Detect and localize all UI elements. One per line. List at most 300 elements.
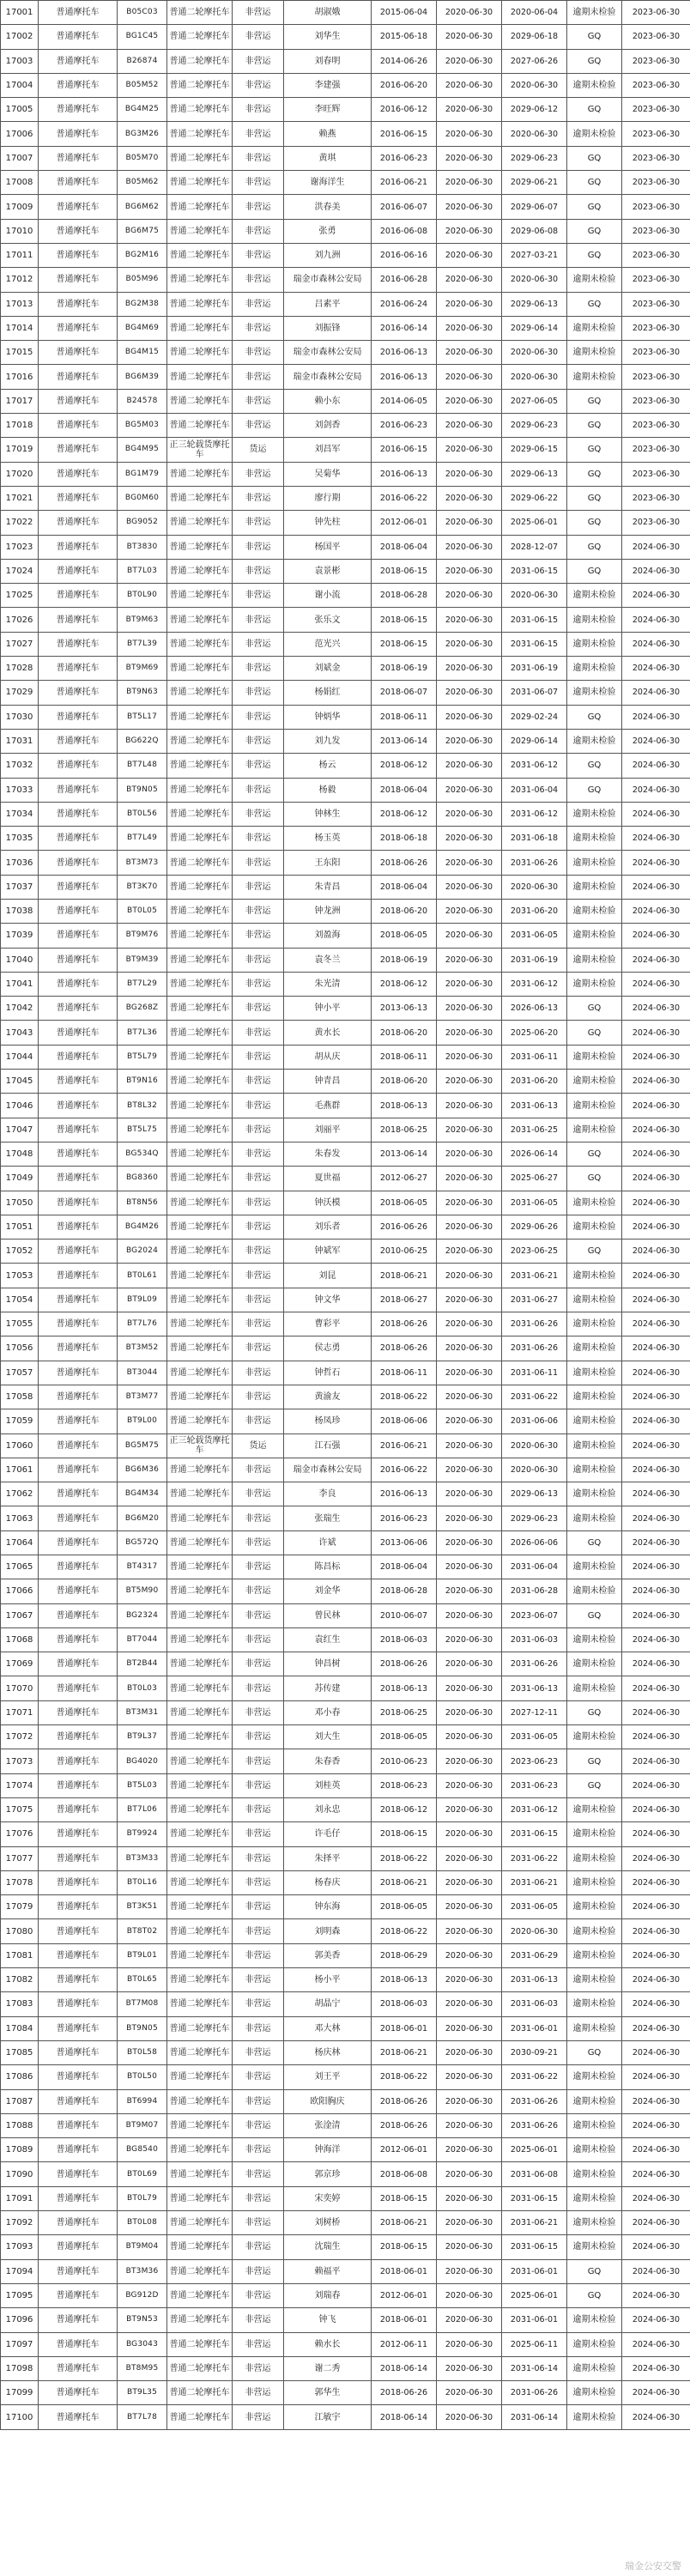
- cell-inspection-valid-until: 2020-06-30: [437, 1021, 502, 1045]
- cell-vehicle-type: 普通二轮摩托车: [167, 1797, 233, 1821]
- cell-vehicle-type: 普通二轮摩托车: [167, 1555, 233, 1579]
- cell-serial: 17044: [1, 1045, 39, 1069]
- cell-registered-date: 2018-06-26: [372, 2089, 437, 2113]
- cell-plate: BG622Q: [118, 729, 167, 753]
- cell-registered-date: 2018-06-15: [372, 559, 437, 583]
- cell-next-inspection: 2024-06-30: [622, 2162, 690, 2186]
- table-row: [1, 2186, 690, 2210]
- cell-inspection-valid-until: 2020-06-30: [437, 511, 502, 535]
- cell-registered-date: 2018-06-01: [372, 2308, 437, 2332]
- cell-inspection-valid-until: 2020-06-30: [437, 1288, 502, 1312]
- cell-plate: BT9N05: [118, 778, 167, 802]
- cell-registered-date: 2018-06-21: [372, 2040, 437, 2064]
- cell-plate: BT0L58: [118, 2040, 167, 2064]
- cell-registered-date: 2016-06-16: [372, 243, 437, 267]
- cell-use-nature: 非营运: [233, 1167, 284, 1191]
- cell-serial: 17001: [1, 1, 39, 25]
- cell-owner: 范光兴: [284, 632, 372, 656]
- cell-plate: BT3M33: [118, 1846, 167, 1870]
- cell-next-inspection: 2024-06-30: [622, 1555, 690, 1579]
- cell-serial: 17048: [1, 1142, 39, 1166]
- cell-inspection-valid-until: 2020-06-30: [437, 1506, 502, 1530]
- cell-inspection-valid-until: 2020-06-30: [437, 2089, 502, 2113]
- cell-registered-date: 2016-06-28: [372, 268, 437, 292]
- cell-vehicle-class: 普通摩托车: [39, 584, 118, 608]
- cell-inspection-valid-until: 2020-06-30: [437, 1167, 502, 1191]
- cell-scrap-date: 2031-06-26: [502, 2113, 567, 2137]
- cell-scrap-date: 2025-06-01: [502, 2283, 567, 2307]
- cell-use-nature: 非营运: [233, 2381, 284, 2405]
- cell-vehicle-class: 普通摩托车: [39, 2162, 118, 2186]
- table-row: [1, 1094, 690, 1118]
- cell-registered-date: 2018-06-20: [372, 899, 437, 923]
- cell-scrap-date: 2023-06-07: [502, 1603, 567, 1627]
- cell-vehicle-type: 普通二轮摩托车: [167, 632, 233, 656]
- cell-scrap-date: 2030-09-21: [502, 2040, 567, 2064]
- cell-owner: 郭美香: [284, 1943, 372, 1967]
- cell-serial: 17003: [1, 49, 39, 73]
- cell-serial: 17013: [1, 292, 39, 316]
- cell-vehicle-class: 普通摩托车: [39, 2138, 118, 2162]
- cell-plate: BG4M69: [118, 316, 167, 340]
- cell-vehicle-type: 普通二轮摩托车: [167, 1870, 233, 1894]
- cell-vehicle-type: 普通二轮摩托车: [167, 1094, 233, 1118]
- cell-registered-date: 2018-06-01: [372, 2259, 437, 2283]
- cell-serial: 17075: [1, 1797, 39, 1821]
- cell-vehicle-type: 普通二轮摩托车: [167, 365, 233, 389]
- cell-use-nature: 非营运: [233, 73, 284, 97]
- cell-vehicle-type: 普通二轮摩托车: [167, 1361, 233, 1385]
- cell-registered-date: 2018-06-26: [372, 1336, 437, 1361]
- cell-use-nature: 非营运: [233, 1700, 284, 1724]
- cell-serial: 17029: [1, 681, 39, 705]
- cell-next-inspection: 2023-06-30: [622, 268, 690, 292]
- cell-scrap-date: 2031-06-21: [502, 2211, 567, 2235]
- cell-registered-date: 2018-06-07: [372, 681, 437, 705]
- cell-plate: BT7L29: [118, 972, 167, 996]
- table-row: [1, 1361, 690, 1385]
- cell-serial: 17067: [1, 1603, 39, 1627]
- cell-plate: BG4M25: [118, 98, 167, 122]
- cell-scrap-date: 2031-06-04: [502, 1555, 567, 1579]
- cell-vehicle-class: 普通摩托车: [39, 2405, 118, 2429]
- cell-serial: 17065: [1, 1555, 39, 1579]
- cell-serial: 17061: [1, 1458, 39, 1482]
- cell-vehicle-class: 普通摩托车: [39, 1167, 118, 1191]
- cell-registered-date: 2018-06-05: [372, 1725, 437, 1749]
- cell-vehicle-class: 普通摩托车: [39, 754, 118, 778]
- cell-registered-date: 2018-06-22: [372, 1385, 437, 1409]
- cell-use-nature: 非营运: [233, 632, 284, 656]
- cell-next-inspection: 2024-06-30: [622, 997, 690, 1021]
- cell-next-inspection: 2023-06-30: [622, 171, 690, 195]
- cell-registered-date: 2016-06-08: [372, 219, 437, 243]
- cell-plate: BT0L16: [118, 1870, 167, 1894]
- cell-scrap-date: 2031-06-14: [502, 2356, 567, 2380]
- cell-vehicle-class: 普通摩托车: [39, 1700, 118, 1724]
- cell-inspection-valid-until: 2020-06-30: [437, 1070, 502, 1094]
- table-row: [1, 2040, 690, 2064]
- cell-serial: 17042: [1, 997, 39, 1021]
- cell-next-inspection: 2024-06-30: [622, 1579, 690, 1603]
- cell-next-inspection: 2024-06-30: [622, 1094, 690, 1118]
- cell-vehicle-class: 普通摩托车: [39, 146, 118, 170]
- cell-next-inspection: 2024-06-30: [622, 1652, 690, 1676]
- cell-plate: BT9N53: [118, 2308, 167, 2332]
- cell-use-nature: 非营运: [233, 1797, 284, 1821]
- cell-vehicle-class: 普通摩托车: [39, 1361, 118, 1385]
- cell-vehicle-class: 普通摩托车: [39, 2308, 118, 2332]
- cell-use-nature: 非营运: [233, 316, 284, 340]
- table-row: [1, 195, 690, 219]
- cell-plate: BG5M03: [118, 414, 167, 438]
- cell-plate: BG4M95: [118, 438, 167, 462]
- cell-status: 逾期未检验: [567, 1846, 622, 1870]
- cell-vehicle-type: 普通二轮摩托车: [167, 219, 233, 243]
- cell-vehicle-class: 普通摩托车: [39, 268, 118, 292]
- cell-owner: 刘大生: [284, 1725, 372, 1749]
- cell-registered-date: 2016-06-24: [372, 292, 437, 316]
- cell-status: 逾期未检验: [567, 948, 622, 972]
- cell-vehicle-type: 普通二轮摩托车: [167, 1603, 233, 1627]
- cell-plate: B24578: [118, 389, 167, 413]
- cell-owner: 刘昌军: [284, 438, 372, 462]
- table-row: [1, 1652, 690, 1676]
- cell-status: GQ: [567, 146, 622, 170]
- cell-inspection-valid-until: 2020-06-30: [437, 146, 502, 170]
- cell-owner: 谢小流: [284, 584, 372, 608]
- table-row: [1, 316, 690, 340]
- cell-serial: 17086: [1, 2065, 39, 2089]
- cell-plate: BG2M38: [118, 292, 167, 316]
- cell-vehicle-type: 普通二轮摩托车: [167, 535, 233, 559]
- cell-plate: BT4317: [118, 1555, 167, 1579]
- cell-serial: 17084: [1, 2016, 39, 2040]
- cell-registered-date: 2018-06-14: [372, 2356, 437, 2380]
- cell-vehicle-class: 普通摩托车: [39, 1895, 118, 1919]
- cell-plate: BG6M39: [118, 365, 167, 389]
- cell-serial: 17066: [1, 1579, 39, 1603]
- cell-registered-date: 2015-06-18: [372, 25, 437, 49]
- cell-inspection-valid-until: 2020-06-30: [437, 1676, 502, 1700]
- cell-next-inspection: 2023-06-30: [622, 243, 690, 267]
- cell-inspection-valid-until: 2020-06-30: [437, 1603, 502, 1627]
- cell-serial: 17032: [1, 754, 39, 778]
- cell-serial: 17080: [1, 1919, 39, 1943]
- cell-owner: 钟林生: [284, 802, 372, 826]
- cell-use-nature: 非营运: [233, 98, 284, 122]
- cell-registered-date: 2018-06-15: [372, 608, 437, 632]
- cell-inspection-valid-until: 2020-06-30: [437, 2235, 502, 2259]
- cell-plate: BG534Q: [118, 1142, 167, 1166]
- cell-inspection-valid-until: 2020-06-30: [437, 729, 502, 753]
- cell-scrap-date: 2029-06-23: [502, 1506, 567, 1530]
- cell-registered-date: 2018-06-14: [372, 2405, 437, 2429]
- table-row: [1, 1627, 690, 1652]
- cell-plate: B05C03: [118, 1, 167, 25]
- cell-serial: 17017: [1, 389, 39, 413]
- cell-scrap-date: 2031-06-05: [502, 1725, 567, 1749]
- cell-serial: 17094: [1, 2259, 39, 2283]
- cell-vehicle-type: 普通二轮摩托车: [167, 2162, 233, 2186]
- table-row: [1, 2211, 690, 2235]
- table-row: [1, 1676, 690, 1700]
- table-row: [1, 1, 690, 25]
- cell-vehicle-class: 普通摩托车: [39, 1312, 118, 1336]
- cell-owner: 夏世福: [284, 1167, 372, 1191]
- cell-next-inspection: 2024-06-30: [622, 1361, 690, 1385]
- cell-next-inspection: 2024-06-30: [622, 2211, 690, 2235]
- cell-owner: 钟昌树: [284, 1652, 372, 1676]
- cell-owner: 杨庆林: [284, 2040, 372, 2064]
- cell-inspection-valid-until: 2020-06-30: [437, 1652, 502, 1676]
- table-row: [1, 1433, 690, 1458]
- cell-owner: 瑞金市森林公安局: [284, 365, 372, 389]
- cell-serial: 17100: [1, 2405, 39, 2429]
- cell-plate: BT7L03: [118, 559, 167, 583]
- cell-status: 逾期未检验: [567, 1627, 622, 1652]
- cell-registered-date: 2018-06-03: [372, 1992, 437, 2016]
- cell-vehicle-class: 普通摩托车: [39, 243, 118, 267]
- cell-use-nature: 非营运: [233, 827, 284, 851]
- table-row: [1, 98, 690, 122]
- cell-plate: BG4M34: [118, 1482, 167, 1506]
- cell-vehicle-type: 普通二轮摩托车: [167, 2259, 233, 2283]
- cell-status: GQ: [567, 2040, 622, 2064]
- table-row: [1, 802, 690, 826]
- cell-serial: 17076: [1, 1822, 39, 1846]
- cell-use-nature: 非营运: [233, 1482, 284, 1506]
- table-row: [1, 899, 690, 923]
- table-row: [1, 486, 690, 510]
- cell-serial: 17083: [1, 1992, 39, 2016]
- cell-vehicle-class: 普通摩托车: [39, 1579, 118, 1603]
- cell-scrap-date: 2031-06-04: [502, 778, 567, 802]
- cell-inspection-valid-until: 2020-06-30: [437, 1870, 502, 1894]
- cell-status: 逾期未检验: [567, 1506, 622, 1530]
- cell-next-inspection: 2024-06-30: [622, 632, 690, 656]
- cell-use-nature: 非营运: [233, 851, 284, 875]
- cell-vehicle-class: 普通摩托车: [39, 681, 118, 705]
- cell-next-inspection: 2024-06-30: [622, 851, 690, 875]
- cell-status: 逾期未检验: [567, 1652, 622, 1676]
- cell-vehicle-class: 普通摩托车: [39, 2211, 118, 2235]
- cell-owner: 刘丽平: [284, 1118, 372, 1142]
- table-row: [1, 1992, 690, 2016]
- cell-inspection-valid-until: 2020-06-30: [437, 1215, 502, 1239]
- cell-use-nature: 非营运: [233, 997, 284, 1021]
- cell-serial: 17093: [1, 2235, 39, 2259]
- cell-use-nature: 非营运: [233, 1409, 284, 1433]
- cell-serial: 17052: [1, 1240, 39, 1264]
- cell-vehicle-type: 普通二轮摩托车: [167, 1288, 233, 1312]
- cell-owner: 许毛仔: [284, 1822, 372, 1846]
- table-row: [1, 1579, 690, 1603]
- cell-registered-date: 2016-06-15: [372, 438, 437, 462]
- cell-owner: 杨玉英: [284, 827, 372, 851]
- cell-vehicle-type: 普通二轮摩托车: [167, 268, 233, 292]
- cell-use-nature: 非营运: [233, 2138, 284, 2162]
- cell-registered-date: 2018-06-25: [372, 1700, 437, 1724]
- cell-serial: 17057: [1, 1361, 39, 1385]
- table-row: [1, 2356, 690, 2380]
- cell-scrap-date: 2031-06-26: [502, 851, 567, 875]
- cell-status: 逾期未检验: [567, 1725, 622, 1749]
- cell-vehicle-class: 普通摩托车: [39, 997, 118, 1021]
- cell-owner: 朱春发: [284, 1142, 372, 1166]
- cell-plate: BT3M36: [118, 2259, 167, 2283]
- cell-use-nature: 非营运: [233, 535, 284, 559]
- cell-status: 逾期未检验: [567, 632, 622, 656]
- cell-registered-date: 2018-06-13: [372, 1676, 437, 1700]
- cell-status: 逾期未检验: [567, 1361, 622, 1385]
- table-row: [1, 1458, 690, 1482]
- cell-scrap-date: 2031-06-05: [502, 924, 567, 948]
- cell-owner: 刘斌金: [284, 657, 372, 681]
- cell-serial: 17037: [1, 875, 39, 899]
- cell-registered-date: 2018-06-26: [372, 851, 437, 875]
- cell-scrap-date: 2031-06-15: [502, 559, 567, 583]
- cell-inspection-valid-until: 2020-06-30: [437, 827, 502, 851]
- cell-vehicle-type: 普通二轮摩托车: [167, 146, 233, 170]
- cell-scrap-date: 2031-06-06: [502, 1409, 567, 1433]
- cell-serial: 17004: [1, 73, 39, 97]
- cell-owner: 郭京珍: [284, 2162, 372, 2186]
- cell-serial: 17099: [1, 2381, 39, 2405]
- cell-registered-date: 2012-06-01: [372, 2138, 437, 2162]
- cell-owner: 赖小东: [284, 389, 372, 413]
- cell-inspection-valid-until: 2020-06-30: [437, 2113, 502, 2137]
- cell-registered-date: 2018-06-25: [372, 1118, 437, 1142]
- cell-owner: 侯志勇: [284, 1336, 372, 1361]
- cell-vehicle-class: 普通摩托车: [39, 1652, 118, 1676]
- cell-serial: 17049: [1, 1167, 39, 1191]
- cell-owner: 张乐文: [284, 608, 372, 632]
- cell-use-nature: 非营运: [233, 1312, 284, 1336]
- cell-status: GQ: [567, 243, 622, 267]
- cell-registered-date: 2018-06-22: [372, 2065, 437, 2089]
- cell-next-inspection: 2024-06-30: [622, 1385, 690, 1409]
- cell-status: GQ: [567, 49, 622, 73]
- cell-inspection-valid-until: 2020-06-30: [437, 1700, 502, 1724]
- cell-next-inspection: 2024-06-30: [622, 608, 690, 632]
- cell-plate: BT9M04: [118, 2235, 167, 2259]
- cell-next-inspection: 2024-06-30: [622, 1336, 690, 1361]
- cell-use-nature: 非营运: [233, 243, 284, 267]
- cell-inspection-valid-until: 2020-06-30: [437, 972, 502, 996]
- cell-inspection-valid-until: 2020-06-30: [437, 25, 502, 49]
- cell-serial: 17095: [1, 2283, 39, 2307]
- cell-plate: BT8L32: [118, 1094, 167, 1118]
- cell-inspection-valid-until: 2020-06-30: [437, 608, 502, 632]
- table-row: [1, 1385, 690, 1409]
- cell-plate: BT3830: [118, 535, 167, 559]
- cell-serial: 17040: [1, 948, 39, 972]
- cell-registered-date: 2018-06-19: [372, 657, 437, 681]
- cell-vehicle-class: 普通摩托车: [39, 535, 118, 559]
- cell-vehicle-type: 普通二轮摩托车: [167, 559, 233, 583]
- cell-serial: 17081: [1, 1943, 39, 1967]
- cell-scrap-date: 2031-06-01: [502, 2308, 567, 2332]
- cell-owner: 邓大林: [284, 2016, 372, 2040]
- cell-inspection-valid-until: 2020-06-30: [437, 1, 502, 25]
- cell-inspection-valid-until: 2020-06-30: [437, 1094, 502, 1118]
- cell-vehicle-type: 普通二轮摩托车: [167, 98, 233, 122]
- cell-next-inspection: 2024-06-30: [622, 1288, 690, 1312]
- cell-registered-date: 2016-06-23: [372, 1506, 437, 1530]
- cell-inspection-valid-until: 2020-06-30: [437, 171, 502, 195]
- cell-vehicle-type: 普通二轮摩托车: [167, 2405, 233, 2429]
- cell-status: GQ: [567, 195, 622, 219]
- cell-vehicle-type: 普通二轮摩托车: [167, 1968, 233, 1992]
- cell-vehicle-class: 普通摩托车: [39, 1288, 118, 1312]
- cell-owner: 朱择平: [284, 1846, 372, 1870]
- cell-next-inspection: 2024-06-30: [622, 2065, 690, 2089]
- cell-registered-date: 2012-06-01: [372, 2283, 437, 2307]
- table-row: [1, 219, 690, 243]
- cell-owner: 刘乐者: [284, 1215, 372, 1239]
- cell-inspection-valid-until: 2020-06-30: [437, 997, 502, 1021]
- cell-vehicle-type: 普通二轮摩托车: [167, 1191, 233, 1215]
- cell-vehicle-class: 普通摩托车: [39, 511, 118, 535]
- cell-vehicle-class: 普通摩托车: [39, 171, 118, 195]
- cell-next-inspection: 2023-06-30: [622, 414, 690, 438]
- cell-next-inspection: 2024-06-30: [622, 2186, 690, 2210]
- cell-scrap-date: 2031-06-27: [502, 1288, 567, 1312]
- cell-vehicle-type: 正三轮载货摩托车: [167, 438, 233, 462]
- cell-plate: BT5L75: [118, 1118, 167, 1142]
- cell-plate: BT0L61: [118, 1264, 167, 1288]
- cell-next-inspection: 2023-06-30: [622, 316, 690, 340]
- cell-use-nature: 非营运: [233, 292, 284, 316]
- cell-use-nature: 非营运: [233, 2113, 284, 2137]
- cell-plate: BT7L48: [118, 754, 167, 778]
- cell-inspection-valid-until: 2020-06-30: [437, 1385, 502, 1409]
- cell-use-nature: 非营运: [233, 389, 284, 413]
- cell-plate: BG572Q: [118, 1530, 167, 1555]
- cell-inspection-valid-until: 2020-06-30: [437, 1895, 502, 1919]
- cell-inspection-valid-until: 2020-06-30: [437, 2259, 502, 2283]
- cell-owner: 瑞金市森林公安局: [284, 341, 372, 365]
- cell-use-nature: 非营运: [233, 1725, 284, 1749]
- table-row: [1, 657, 690, 681]
- cell-status: 逾期未检验: [567, 1288, 622, 1312]
- cell-registered-date: 2016-06-23: [372, 414, 437, 438]
- cell-use-nature: 非营运: [233, 1822, 284, 1846]
- cell-inspection-valid-until: 2020-06-30: [437, 462, 502, 486]
- cell-next-inspection: 2024-06-30: [622, 1530, 690, 1555]
- cell-status: 逾期未检验: [567, 1870, 622, 1894]
- cell-vehicle-class: 普通摩托车: [39, 1458, 118, 1482]
- cell-use-nature: 非营运: [233, 875, 284, 899]
- cell-scrap-date: 2027-06-26: [502, 49, 567, 73]
- cell-plate: BT3M52: [118, 1336, 167, 1361]
- cell-use-nature: 非营运: [233, 1749, 284, 1773]
- cell-use-nature: 非营运: [233, 1191, 284, 1215]
- cell-next-inspection: 2024-06-30: [622, 584, 690, 608]
- cell-vehicle-type: 普通二轮摩托车: [167, 827, 233, 851]
- table-row: [1, 1943, 690, 1967]
- cell-status: 逾期未检验: [567, 2113, 622, 2137]
- table-row: [1, 924, 690, 948]
- cell-vehicle-class: 普通摩托车: [39, 1846, 118, 1870]
- cell-registered-date: 2018-06-26: [372, 2381, 437, 2405]
- cell-inspection-valid-until: 2020-06-30: [437, 1045, 502, 1069]
- cell-next-inspection: 2024-06-30: [622, 875, 690, 899]
- cell-next-inspection: 2023-06-30: [622, 365, 690, 389]
- cell-serial: 17058: [1, 1385, 39, 1409]
- table-row: [1, 1240, 690, 1264]
